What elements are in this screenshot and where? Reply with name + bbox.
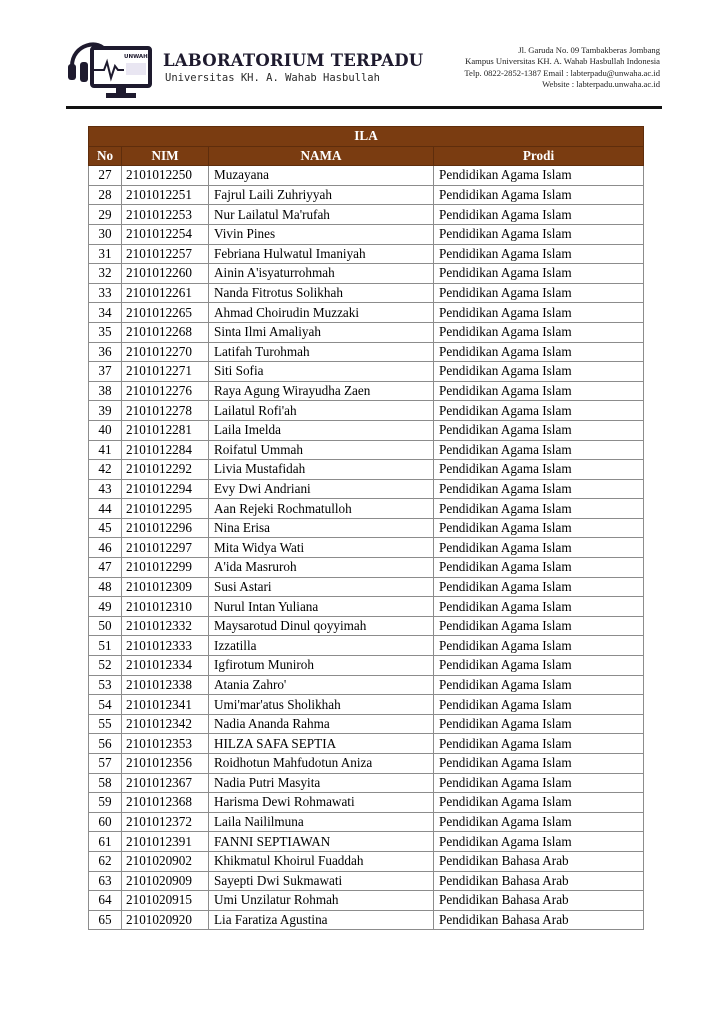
table-row [89, 695, 644, 715]
cell-no: 33 [89, 283, 122, 303]
table-row [89, 362, 644, 382]
table-row [89, 420, 644, 440]
cell-nim: 2101012276 [122, 381, 209, 401]
letterhead [0, 0, 724, 112]
cell-nama: Livia Mustafidah [209, 460, 434, 480]
cell-nim: 2101012250 [122, 166, 209, 186]
table-row [89, 558, 644, 578]
cell-prodi: Pendidikan Bahasa Arab [434, 910, 644, 930]
cell-prodi: Pendidikan Agama Islam [434, 185, 644, 205]
cell-no: 57 [89, 754, 122, 774]
cell-nama: Laila Naililmuna [209, 812, 434, 832]
cell-nim: 2101012310 [122, 597, 209, 617]
cell-nim: 2101012265 [122, 303, 209, 323]
cell-nim: 2101012332 [122, 616, 209, 636]
cell-nim: 2101012342 [122, 714, 209, 734]
cell-nim: 2101020915 [122, 891, 209, 911]
cell-nim: 2101012257 [122, 244, 209, 264]
cell-nim: 2101012251 [122, 185, 209, 205]
cell-nama: Umi Unzilatur Rohmah [209, 891, 434, 911]
cell-nim: 2101012261 [122, 283, 209, 303]
cell-no: 28 [89, 185, 122, 205]
cell-nama: Raya Agung Wirayudha Zaen [209, 381, 434, 401]
cell-nim: 2101012271 [122, 362, 209, 382]
cell-no: 37 [89, 362, 122, 382]
cell-prodi: Pendidikan Agama Islam [434, 499, 644, 519]
cell-nim: 2101012294 [122, 479, 209, 499]
cell-nama: Aan Rejeki Rochmatulloh [209, 499, 434, 519]
cell-nama: Nadia Putri Masyita [209, 773, 434, 793]
cell-no: 41 [89, 440, 122, 460]
table-row [89, 754, 644, 774]
cell-prodi: Pendidikan Agama Islam [434, 675, 644, 695]
column-header-prodi: Prodi [434, 146, 644, 166]
cell-nama: Harisma Dewi Rohmawati [209, 793, 434, 813]
cell-prodi: Pendidikan Agama Islam [434, 577, 644, 597]
table-row [89, 322, 644, 342]
cell-nim: 2101012268 [122, 322, 209, 342]
cell-nama: HILZA SAFA SEPTIA [209, 734, 434, 754]
cell-prodi: Pendidikan Bahasa Arab [434, 891, 644, 911]
cell-no: 54 [89, 695, 122, 715]
cell-prodi: Pendidikan Agama Islam [434, 244, 644, 264]
cell-no: 65 [89, 910, 122, 930]
column-header-no: No [89, 146, 122, 166]
cell-no: 63 [89, 871, 122, 891]
cell-nama: Umi'mar'atus Sholikhah [209, 695, 434, 715]
cell-nama: Ainin A'isyaturrohmah [209, 264, 434, 284]
table-body [89, 166, 644, 930]
student-table [88, 126, 644, 930]
cell-nim: 2101012334 [122, 656, 209, 676]
group-title-row [89, 127, 644, 147]
cell-prodi: Pendidikan Bahasa Arab [434, 851, 644, 871]
cell-no: 44 [89, 499, 122, 519]
cell-nama: Lia Faratiza Agustina [209, 910, 434, 930]
cell-no: 39 [89, 401, 122, 421]
table-row [89, 244, 644, 264]
cell-no: 46 [89, 538, 122, 558]
table-row [89, 851, 644, 871]
cell-nama: Nur Lailatul Ma'rufah [209, 205, 434, 225]
cell-prodi: Pendidikan Agama Islam [434, 734, 644, 754]
table-row [89, 793, 644, 813]
table-row [89, 714, 644, 734]
cell-nama: Lailatul Rofi'ah [209, 401, 434, 421]
lab-subtitle: Universitas KH. A. Wahab Hasbullah [165, 72, 380, 84]
cell-nim: 2101020909 [122, 871, 209, 891]
cell-nim: 2101012391 [122, 832, 209, 852]
cell-prodi: Pendidikan Agama Islam [434, 558, 644, 578]
table-row [89, 832, 644, 852]
cell-nim: 2101012367 [122, 773, 209, 793]
cell-no: 47 [89, 558, 122, 578]
table-row [89, 166, 644, 186]
cell-nim: 2101012296 [122, 518, 209, 538]
cell-no: 36 [89, 342, 122, 362]
phone-email-line: Telp. 0822-2852-1387 Email : labterpadu@unwaha.ac.id [464, 67, 660, 78]
cell-no: 50 [89, 616, 122, 636]
cell-prodi: Pendidikan Agama Islam [434, 224, 644, 244]
cell-nama: Ahmad Choirudin Muzzaki [209, 303, 434, 323]
cell-prodi: Pendidikan Agama Islam [434, 597, 644, 617]
cell-nama: Evy Dwi Andriani [209, 479, 434, 499]
table-row [89, 185, 644, 205]
table-row [89, 303, 644, 323]
cell-no: 42 [89, 460, 122, 480]
contact-block [464, 45, 660, 91]
cell-prodi: Pendidikan Agama Islam [434, 322, 644, 342]
cell-prodi: Pendidikan Agama Islam [434, 518, 644, 538]
table-row [89, 891, 644, 911]
address-line: Jl. Garuda No. 09 Tambakberas Jombang [518, 45, 660, 55]
cell-no: 43 [89, 479, 122, 499]
cell-no: 49 [89, 597, 122, 617]
header-divider [66, 106, 662, 109]
table-row [89, 538, 644, 558]
table-row [89, 381, 644, 401]
cell-prodi: Pendidikan Agama Islam [434, 283, 644, 303]
cell-prodi: Pendidikan Agama Islam [434, 264, 644, 284]
cell-nama: FANNI SEPTIAWAN [209, 832, 434, 852]
column-header-nim: NIM [122, 146, 209, 166]
table-row [89, 264, 644, 284]
table-row [89, 656, 644, 676]
cell-nama: Muzayana [209, 166, 434, 186]
cell-no: 35 [89, 322, 122, 342]
cell-nama: Nina Erisa [209, 518, 434, 538]
cell-nim: 2101012270 [122, 342, 209, 362]
column-header-row [89, 146, 644, 166]
cell-prodi: Pendidikan Agama Islam [434, 793, 644, 813]
cell-no: 31 [89, 244, 122, 264]
cell-prodi: Pendidikan Agama Islam [434, 362, 644, 382]
cell-prodi: Pendidikan Bahasa Arab [434, 871, 644, 891]
cell-nim: 2101012338 [122, 675, 209, 695]
cell-nama: Susi Astari [209, 577, 434, 597]
cell-nama: Mita Widya Wati [209, 538, 434, 558]
table-row [89, 342, 644, 362]
cell-nama: A'ida Masruroh [209, 558, 434, 578]
cell-nim: 2101012341 [122, 695, 209, 715]
cell-prodi: Pendidikan Agama Islam [434, 636, 644, 656]
cell-no: 61 [89, 832, 122, 852]
table-row [89, 597, 644, 617]
cell-nama: Roidhotun Mahfudotun Aniza [209, 754, 434, 774]
table-row [89, 773, 644, 793]
cell-nama: Siti Sofia [209, 362, 434, 382]
cell-nim: 2101012278 [122, 401, 209, 421]
cell-nim: 2101012353 [122, 734, 209, 754]
table-row [89, 636, 644, 656]
cell-prodi: Pendidikan Agama Islam [434, 381, 644, 401]
cell-nim: 2101012299 [122, 558, 209, 578]
table-row [89, 440, 644, 460]
group-title: ILA [89, 127, 644, 147]
cell-prodi: Pendidikan Agama Islam [434, 616, 644, 636]
cell-no: 30 [89, 224, 122, 244]
cell-no: 62 [89, 851, 122, 871]
cell-nama: Izzatilla [209, 636, 434, 656]
cell-no: 60 [89, 812, 122, 832]
cell-nim: 2101012297 [122, 538, 209, 558]
cell-prodi: Pendidikan Agama Islam [434, 205, 644, 225]
cell-prodi: Pendidikan Agama Islam [434, 401, 644, 421]
cell-nama: Sinta Ilmi Amaliyah [209, 322, 434, 342]
table-row [89, 675, 644, 695]
campus-line: Kampus Universitas KH. A. Wahab Hasbullah Indonesia [465, 56, 660, 67]
cell-no: 27 [89, 166, 122, 186]
cell-nim: 2101012368 [122, 793, 209, 813]
cell-nama: Latifah Turohmah [209, 342, 434, 362]
cell-prodi: Pendidikan Agama Islam [434, 342, 644, 362]
cell-nim: 2101012372 [122, 812, 209, 832]
cell-nama: Nadia Ananda Rahma [209, 714, 434, 734]
cell-prodi: Pendidikan Agama Islam [434, 832, 644, 852]
table-row [89, 224, 644, 244]
cell-no: 32 [89, 264, 122, 284]
table-row [89, 283, 644, 303]
cell-no: 55 [89, 714, 122, 734]
cell-prodi: Pendidikan Agama Islam [434, 460, 644, 480]
cell-no: 48 [89, 577, 122, 597]
cell-prodi: Pendidikan Agama Islam [434, 440, 644, 460]
cell-nim: 2101020920 [122, 910, 209, 930]
cell-nama: Vivin Pines [209, 224, 434, 244]
website-line: Website : labterpadu.unwaha.ac.id [542, 79, 660, 90]
cell-nama: Laila Imelda [209, 420, 434, 440]
cell-prodi: Pendidikan Agama Islam [434, 812, 644, 832]
cell-prodi: Pendidikan Agama Islam [434, 754, 644, 774]
table-row [89, 479, 644, 499]
cell-prodi: Pendidikan Agama Islam [434, 773, 644, 793]
cell-prodi: Pendidikan Agama Islam [434, 714, 644, 734]
table-row [89, 812, 644, 832]
table-row [89, 910, 644, 930]
cell-no: 29 [89, 205, 122, 225]
cell-prodi: Pendidikan Agama Islam [434, 303, 644, 323]
cell-nama: Igfirotum Muniroh [209, 656, 434, 676]
lab-title: LABORATORIUM TERPADU [163, 51, 424, 70]
cell-no: 53 [89, 675, 122, 695]
lab-logo-icon [66, 36, 154, 102]
cell-no: 40 [89, 420, 122, 440]
table-row [89, 460, 644, 480]
cell-no: 38 [89, 381, 122, 401]
column-header-nama: NAMA [209, 146, 434, 166]
cell-prodi: Pendidikan Agama Islam [434, 538, 644, 558]
cell-nama: Atania Zahro' [209, 675, 434, 695]
cell-prodi: Pendidikan Agama Islam [434, 695, 644, 715]
cell-nama: Roifatul Ummah [209, 440, 434, 460]
table-row [89, 871, 644, 891]
table-row [89, 577, 644, 597]
cell-nama: Nanda Fitrotus Solikhah [209, 283, 434, 303]
table-row [89, 518, 644, 538]
table-row [89, 401, 644, 421]
cell-prodi: Pendidikan Agama Islam [434, 420, 644, 440]
cell-no: 56 [89, 734, 122, 754]
cell-nama: Febriana Hulwatul Imaniyah [209, 244, 434, 264]
cell-prodi: Pendidikan Agama Islam [434, 166, 644, 186]
table-row [89, 205, 644, 225]
cell-no: 51 [89, 636, 122, 656]
cell-nim: 2101012309 [122, 577, 209, 597]
cell-no: 45 [89, 518, 122, 538]
cell-prodi: Pendidikan Agama Islam [434, 479, 644, 499]
cell-no: 59 [89, 793, 122, 813]
cell-nim: 2101012356 [122, 754, 209, 774]
cell-no: 34 [89, 303, 122, 323]
cell-nim: 2101012254 [122, 224, 209, 244]
cell-nim: 2101012253 [122, 205, 209, 225]
cell-nim: 2101020902 [122, 851, 209, 871]
cell-nim: 2101012284 [122, 440, 209, 460]
cell-nim: 2101012292 [122, 460, 209, 480]
table-row [89, 616, 644, 636]
cell-no: 64 [89, 891, 122, 911]
cell-nim: 2101012260 [122, 264, 209, 284]
logo-wordmark: UNWAHA [124, 54, 153, 60]
cell-nama: Sayepti Dwi Sukmawati [209, 871, 434, 891]
cell-nama: Khikmatul Khoirul Fuaddah [209, 851, 434, 871]
cell-no: 58 [89, 773, 122, 793]
cell-nim: 2101012295 [122, 499, 209, 519]
cell-prodi: Pendidikan Agama Islam [434, 656, 644, 676]
cell-nama: Fajrul Laili Zuhriyyah [209, 185, 434, 205]
cell-nama: Nurul Intan Yuliana [209, 597, 434, 617]
cell-nama: Maysarotud Dinul qoyyimah [209, 616, 434, 636]
table-row [89, 734, 644, 754]
cell-nim: 2101012333 [122, 636, 209, 656]
cell-no: 52 [89, 656, 122, 676]
table-row [89, 499, 644, 519]
cell-nim: 2101012281 [122, 420, 209, 440]
